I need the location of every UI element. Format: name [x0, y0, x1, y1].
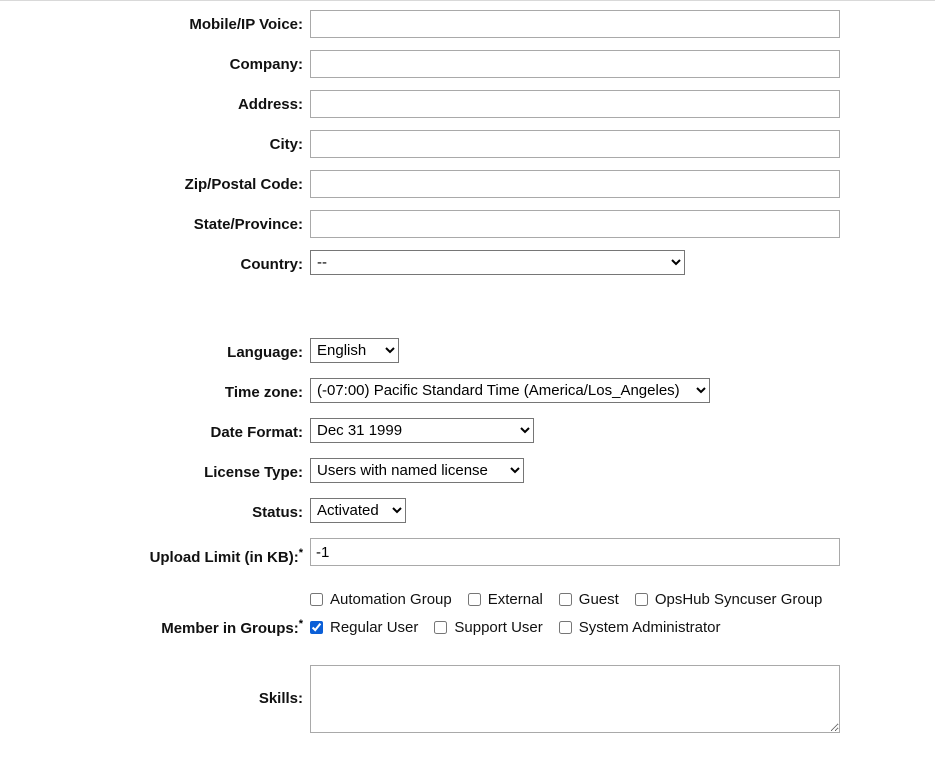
field-row-state-province — [0, 210, 935, 240]
opshub-syncuser-group-label: OpsHub Syncuser Group — [654, 590, 823, 608]
label-state-province: State/Province: — [193, 216, 303, 233]
label-address: Address: — [237, 96, 303, 113]
label-license-type: License Type: — [204, 464, 303, 481]
label-language: Language: — [227, 344, 303, 361]
label-zip-postal-code: Zip/Postal Code: — [184, 176, 303, 193]
license-type-select[interactable] — [310, 458, 524, 483]
checkbox-support-user[interactable] — [434, 619, 542, 636]
field-row-member-in-groups — [0, 583, 935, 643]
field-row-company — [0, 50, 935, 80]
checkbox-system-administrator[interactable] — [559, 619, 721, 636]
label-date-format: Date Format: — [210, 424, 303, 441]
group-checkbox-row-1 — [310, 585, 935, 613]
state-province-input[interactable] — [310, 210, 840, 238]
checkbox-regular-user[interactable] — [310, 619, 418, 636]
guest-checkbox[interactable] — [559, 593, 572, 606]
label-member-in-groups-text: Member in Groups: — [161, 620, 299, 637]
label-upload-limit-text: Upload Limit (in KB): — [149, 549, 299, 566]
label-member-in-groups — [0, 583, 310, 643]
address-input[interactable] — [310, 90, 840, 118]
checkbox-opshub-syncuser-group[interactable] — [635, 591, 823, 608]
opshub-syncuser-group-checkbox[interactable] — [635, 593, 648, 606]
section-spacer — [0, 290, 935, 338]
support-user-label: Support User — [454, 618, 543, 636]
label-country: Country: — [240, 256, 303, 273]
language-select[interactable] — [310, 338, 399, 363]
label-status: Status: — [252, 504, 303, 521]
system-administrator-label: System Administrator — [578, 618, 721, 636]
city-input[interactable] — [310, 130, 840, 158]
label-upload-limit — [0, 538, 310, 573]
label-company: Company: — [229, 56, 303, 73]
field-row-license-type — [0, 458, 935, 488]
company-input[interactable] — [310, 50, 840, 78]
zip-postal-code-input[interactable] — [310, 170, 840, 198]
field-row-mobile-ip-voice — [0, 10, 935, 40]
upload-limit-input[interactable] — [310, 538, 840, 566]
automation-group-checkbox[interactable] — [310, 593, 323, 606]
field-row-timezone — [0, 378, 935, 408]
regular-user-label: Regular User — [330, 618, 419, 636]
timezone-select[interactable] — [310, 378, 710, 403]
group-checkbox-row-2 — [310, 613, 935, 641]
regular-user-checkbox[interactable] — [310, 621, 323, 634]
checkbox-guest[interactable] — [559, 591, 619, 608]
field-row-address — [0, 90, 935, 120]
skills-textarea[interactable] — [310, 665, 840, 733]
required-marker: * — [298, 618, 303, 630]
external-label: External — [487, 590, 543, 608]
field-row-country — [0, 250, 935, 280]
field-row-date-format — [0, 418, 935, 448]
label-mobile-ip-voice: Mobile/IP Voice: — [189, 16, 303, 33]
external-checkbox[interactable] — [468, 593, 481, 606]
label-city: City: — [269, 136, 303, 153]
field-row-zip-postal-code — [0, 170, 935, 200]
status-select[interactable] — [310, 498, 406, 523]
guest-label: Guest — [578, 590, 619, 608]
field-row-city — [0, 130, 935, 160]
mobile-ip-voice-input[interactable] — [310, 10, 840, 38]
system-administrator-checkbox[interactable] — [559, 621, 572, 634]
field-row-upload-limit — [0, 538, 935, 573]
checkbox-automation-group[interactable] — [310, 591, 452, 608]
label-timezone: Time zone: — [224, 384, 303, 401]
country-select[interactable] — [310, 250, 685, 275]
checkbox-external[interactable] — [468, 591, 543, 608]
automation-group-label: Automation Group — [330, 590, 452, 608]
support-user-checkbox[interactable] — [434, 621, 447, 634]
date-format-select[interactable] — [310, 418, 534, 443]
field-row-language — [0, 338, 935, 368]
field-row-status — [0, 498, 935, 528]
required-marker: * — [298, 547, 303, 559]
field-row-skills — [0, 665, 935, 737]
label-skills: Skills: — [258, 690, 303, 707]
